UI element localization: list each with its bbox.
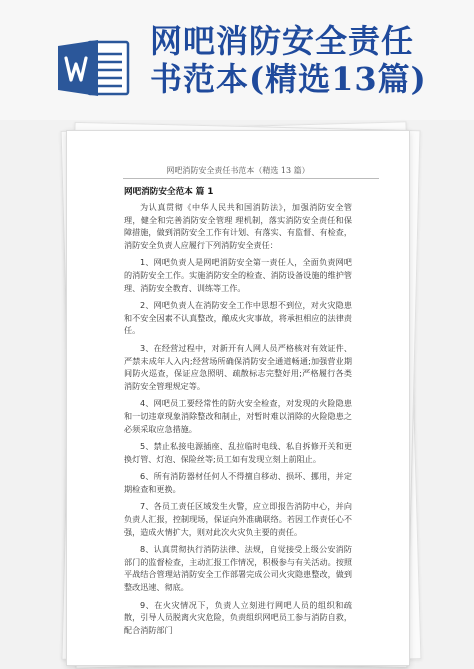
header-banner <box>0 0 474 120</box>
paragraph: 8、认真贯彻执行消防法律、法规，自觉接受上级公安消防部门的监督检查，主动汇报工作情况，积极参与有关活动。按照平战结合管理站消防安全工作部署完成公司火灾隐患整改，做到整改迅速、彻底。 <box>124 544 352 593</box>
running-header: 网吧消防安全责任书范本（精选 13 篇） <box>166 166 310 175</box>
paragraph: 2、网吧负责人在消防安全工作中思想不到位，对火灾隐患和不安全因素不认真整改，酿成火灾事故，将承担相应的法律责任。 <box>124 300 352 336</box>
page-content <box>124 185 352 641</box>
document-title: 网吧消防安全责任 书范本(精选13篇) <box>150 22 427 98</box>
header-divider <box>123 178 379 179</box>
paragraph: 9、在火灾情况下，负责人立刻进行网吧人员的组织和疏散，引导人员脱离火灾危险，负责组织网吧员工参与消防自救，配合消防部门 <box>124 599 352 635</box>
paragraph: 7、各员工责任区域发生火警，应立即报告消防中心，并向负责人汇报，控制现场，保证向外准确联络。若因工作责任心不强，造成火情扩大，则对此次火灾负主要的责任。 <box>124 501 352 537</box>
paragraph: 1、网吧负责人是网吧消防安全第一责任人，全面负责网吧的消防安全工作。实施消防安全的检查、消防设备设施的维护管理、消防安全教育、训练等工作。 <box>124 257 352 293</box>
paragraph: 为认真贯彻《中华人民共和国消防法》，加强消防安全管理，健全和完善消防安全管理 理机制，落实消防安全责任和保障措施，做到消防安全工作有计划、有落实、有监督、有检查，消防安全负责人应履行下列消防安全责任： <box>124 202 352 250</box>
paragraph: 6、所有消防器材任何人不得擅自移动、损坏、挪用，并定期检查和更换。 <box>124 471 352 494</box>
paragraph: 3、在经营过程中，对新开有人网人员严格核对有效证件、严禁未成年人入内;经营场所确保消防安全通道畅通;加强营业期间防火巡查，保证应急照明、疏散标志完整好用;严格履行各类消防安全管理规定等。 <box>124 342 352 391</box>
word-document-icon <box>58 38 132 98</box>
section-title: 网吧消防安全范本 篇 1 <box>124 187 214 197</box>
paragraph: 4、网吧员工要经常性的防火安全检查，对发现的火险隐患和一切违章现象消除整改和制止，对暂时难以消除的火险隐患之必须采取应急措施。 <box>124 398 352 434</box>
paragraph: 5、禁止私接电源插座、乱拉临时电线、私自拆修开关和更换灯管、灯泡、保险丝等;员工如有发现立刻上前阻止。 <box>124 441 352 464</box>
document-page-preview <box>66 130 410 666</box>
